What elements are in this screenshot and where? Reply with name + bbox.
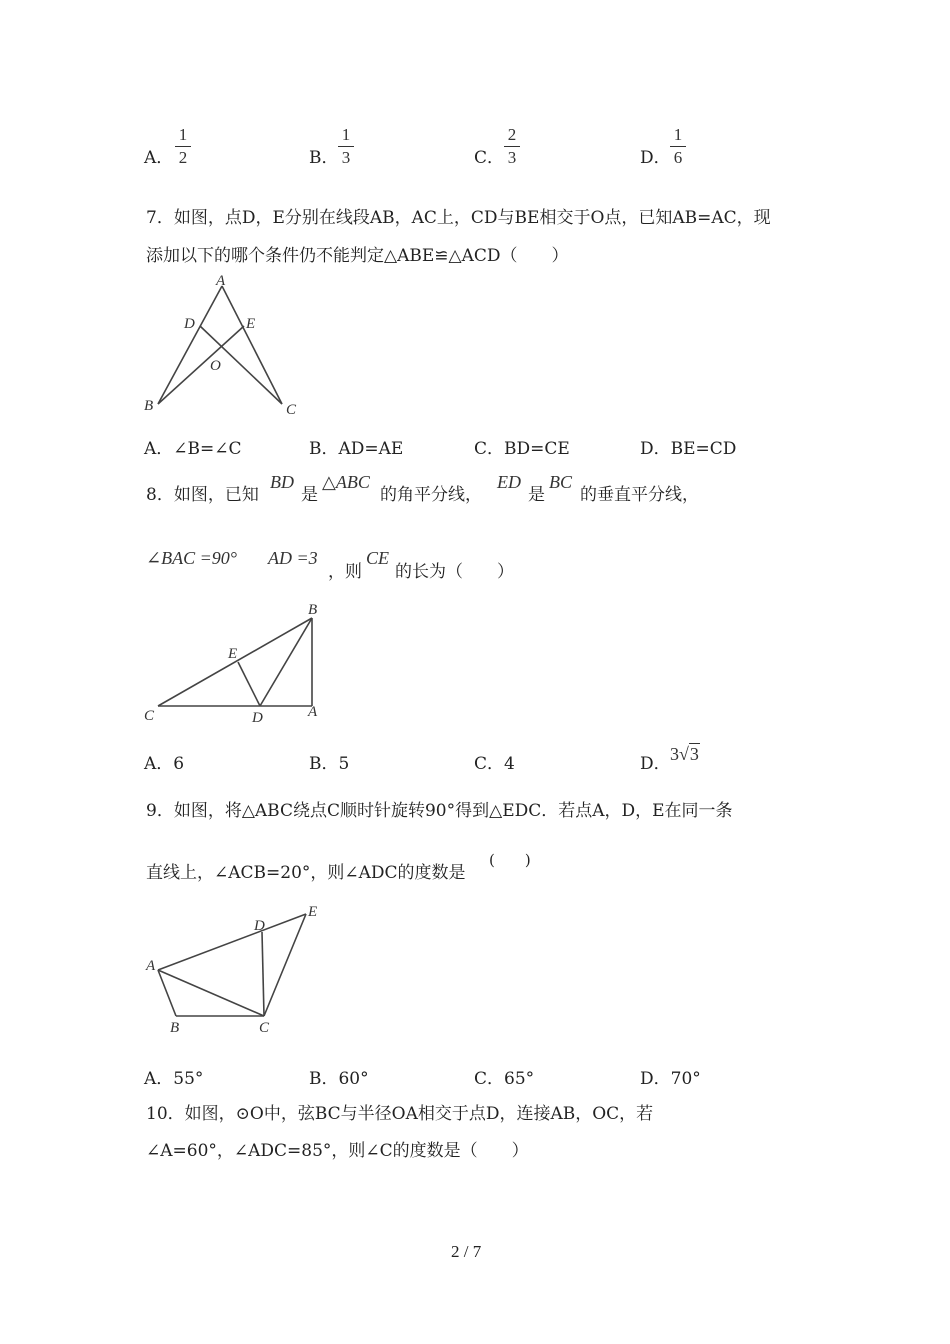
q7-line-be [158, 326, 244, 404]
q6-option-b-fraction: 1 3 [338, 125, 354, 168]
q9-label-d: D [254, 918, 265, 934]
q7-option-a: A．∠B=∠C [144, 439, 242, 459]
q8-label-a: A [308, 704, 318, 720]
q8-option-c: C．4 [474, 754, 515, 774]
q8-option-d-letter: D． [640, 754, 671, 774]
q8-text-part5: 的垂直平分线， [580, 485, 699, 505]
q7-label-c: C [286, 402, 297, 418]
q7-line-ac [222, 286, 282, 404]
q8-line-bd [260, 618, 312, 706]
q7-label-d: D [184, 316, 195, 332]
q9-figure [140, 896, 340, 1036]
q6-option-a-letter: A． [144, 148, 174, 168]
q7-label-a: A [216, 273, 226, 289]
q9-label-b: B [170, 1020, 180, 1036]
q7-text-line2: 添加以下的哪个条件仍不能判定△ABE≌△ACD（ ） [146, 246, 569, 266]
q7-text-line1: 7．如图，点D，E分别在线段AB，AC上，CD与BE相交于O点，已知AB=AC，现 [146, 208, 771, 228]
q8-text-part3: 的角平分线， [380, 485, 482, 505]
q7-option-b: B．AD=AE [309, 439, 404, 459]
q9-option-c: C．65° [474, 1069, 535, 1089]
q8-text-part2: 是 [301, 485, 318, 505]
q8-text-part4: 是 [528, 485, 545, 505]
q8-option-d-value: 3√3 [670, 744, 699, 764]
q7-line-ab [158, 286, 222, 404]
q9-line-dc [262, 932, 264, 1016]
q6-option-a-fraction: 1 2 [175, 125, 191, 168]
q10-text-line2: ∠A=60°，∠ADC=85°，则∠C的度数是（ ） [146, 1141, 529, 1161]
q6-option-c-fraction: 2 3 [504, 125, 520, 168]
q8-math-ad: AD =3 [268, 548, 318, 568]
q8-math-abc: △ABC [322, 472, 370, 492]
q8-label-c: C [144, 708, 155, 724]
q9-line-ae [158, 914, 306, 970]
q7-label-o: O [210, 358, 221, 374]
q10-text-line1: 10．如图，⊙O中，弦BC与半径OA相交于点D，连接AB，OC，若 [146, 1104, 654, 1124]
q8-option-b: B．5 [309, 754, 350, 774]
q9-label-a: A [146, 958, 156, 974]
q8-math-bc: BC [549, 472, 573, 492]
q6-option-b-letter: B． [309, 148, 339, 168]
q7-option-d: D．BE=CD [640, 439, 737, 459]
q7-option-c: C．BD=CE [474, 439, 570, 459]
q6-option-c-letter: C． [474, 148, 505, 168]
q8-label-b: B [308, 602, 318, 618]
q6-option-d-fraction: 1 6 [670, 125, 686, 168]
q8-text-part1: 8．如图，已知 [146, 485, 259, 505]
q8-text-then: ，则 [328, 562, 362, 582]
q9-text-line2: 直线上，∠ACB=20°，则∠ADC的度数是 [146, 863, 466, 883]
q8-text-length: 的长为（ ） [395, 562, 514, 582]
q7-figure [140, 272, 310, 422]
q9-option-d: D．70° [640, 1069, 701, 1089]
q8-figure [140, 598, 340, 728]
q7-label-b: B [144, 398, 154, 414]
q9-label-e: E [308, 904, 318, 920]
q8-label-e: E [228, 646, 238, 662]
q9-line-ec [264, 914, 306, 1016]
q7-label-e: E [246, 316, 256, 332]
q9-option-b: B．60° [309, 1069, 369, 1089]
q8-line-cb [158, 618, 312, 706]
q8-line-ed [238, 662, 260, 706]
q9-label-c: C [259, 1020, 270, 1036]
q8-math-ed: ED [497, 472, 521, 492]
q8-math-ce: CE [366, 548, 390, 568]
q8-math-bac: ∠BAC =90° [146, 548, 237, 568]
q9-text-line1: 9．如图，将△ABC绕点C顺时针旋转90°得到△EDC．若点A，D，E在同一条 [146, 801, 733, 821]
q8-option-a: A．6 [144, 754, 185, 774]
q9-option-a: A．55° [144, 1069, 204, 1089]
q8-label-d: D [252, 710, 263, 726]
q9-answer-paren: ( ) [489, 851, 531, 869]
q8-math-bd: BD [270, 472, 294, 492]
page-number: 2 / 7 [451, 1242, 482, 1261]
q6-option-d-letter: D． [640, 148, 671, 168]
